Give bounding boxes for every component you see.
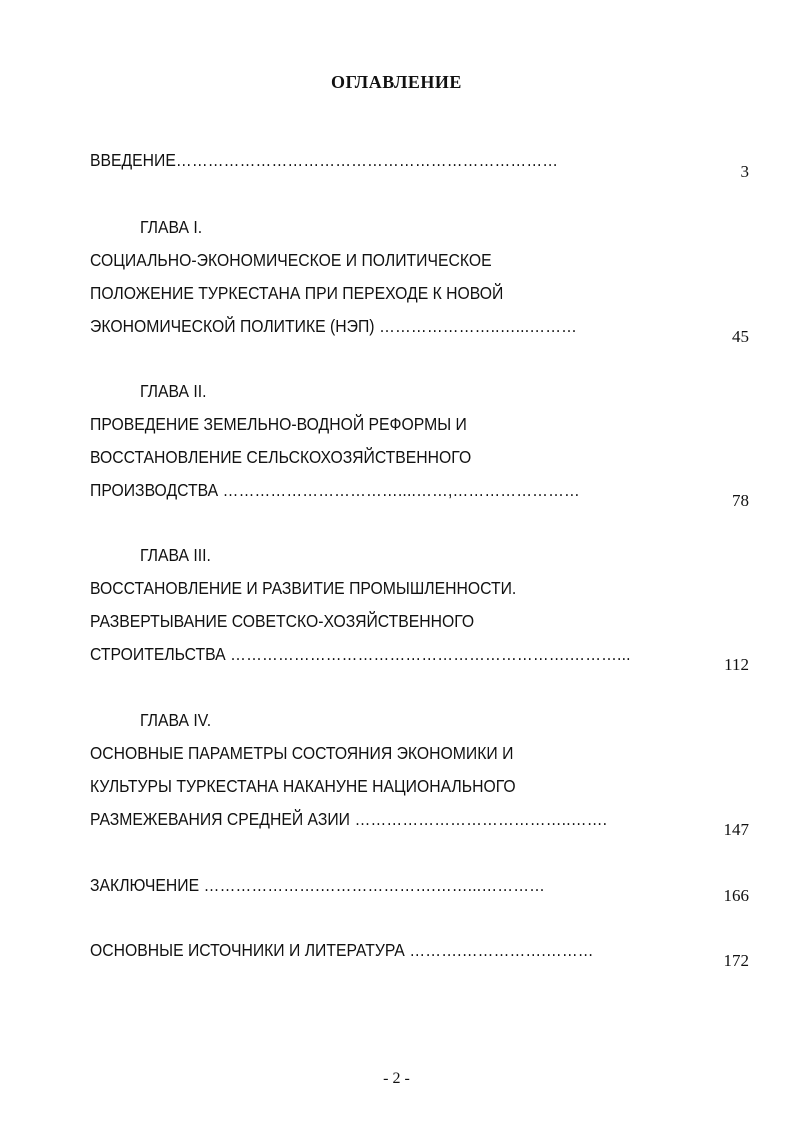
leader-dots: ……….…………….……… <box>404 940 594 960</box>
entry-text: ВОССТАНОВЛЕНИЕ СЕЛЬСКОХОЗЯЙСТВЕННОГО <box>90 447 472 467</box>
entry-text: РАЗВЕРТЫВАНИЕ СОВЕТСКО-ХОЗЯЙСТВЕННОГО <box>90 611 475 631</box>
page-number: 166 <box>723 886 749 905</box>
page-number: 78 <box>732 491 749 510</box>
entry-text: ВВЕДЕНИЕ <box>90 150 176 170</box>
entry-text: СТРОИТЕЛЬСТВА <box>90 644 226 664</box>
leader-dots: …………………………………..……. <box>350 809 608 829</box>
entry-text: СОЦИАЛЬНО-ЭКОНОМИЧЕСКОЕ И ПОЛИТИЧЕСКОЕ <box>90 250 492 270</box>
entry-text: ВОССТАНОВЛЕНИЕ И РАЗВИТИЕ ПРОМЫШЛЕННОСТИ. <box>90 578 517 598</box>
entry-text: ОСНОВНЫЕ ИСТОЧНИКИ И ЛИТЕРАТУРА <box>90 940 405 960</box>
entry-text: ЗАКЛЮЧЕНИЕ <box>90 875 200 895</box>
chapter-label: ГЛАВА I. <box>140 217 203 237</box>
chapter-label: ГЛАВА IV. <box>140 710 212 730</box>
entry-text: ПРОИЗВОДСТВА <box>90 480 219 500</box>
toc-entry-chapter-3 <box>90 644 631 665</box>
entry-text: РАЗМЕЖЕВАНИЯ СРЕДНЕЙ АЗИИ <box>90 809 351 829</box>
entry-text: ПРОВЕДЕНИЕ ЗЕМЕЛЬНО-ВОДНОЙ РЕФОРМЫ И <box>90 414 467 434</box>
leader-dots: ……………………………………………………….………... <box>225 644 631 664</box>
toc-entry-sources <box>90 940 594 961</box>
entry-text: ОСНОВНЫЕ ПАРАМЕТРЫ СОСТОЯНИЯ ЭКОНОМИКИ И <box>90 743 514 763</box>
toc-entry-introduction <box>90 150 558 171</box>
leader-dots: ………………….………………….……...………… <box>199 875 546 895</box>
toc-entry-conclusion <box>90 875 545 896</box>
page-number: 172 <box>723 951 749 970</box>
toc-entry-chapter-2 <box>90 480 580 501</box>
toc-title: ОГЛАВЛЕНИЕ <box>331 72 462 92</box>
entry-text: ЭКОНОМИЧЕСКОЙ ПОЛИТИКЕ (НЭП) <box>90 316 375 336</box>
page-footer-number: - 2 - <box>383 1070 410 1087</box>
page-number: 147 <box>723 820 749 839</box>
page-number: 45 <box>732 327 749 346</box>
toc-entry-chapter-1 <box>90 316 577 337</box>
page-number: 3 <box>740 162 749 181</box>
chapter-label: ГЛАВА III. <box>140 545 211 565</box>
chapter-label: ГЛАВА II. <box>140 381 207 401</box>
leader-dots: …………………..…...……… <box>374 316 578 336</box>
leader-dots: ……………………………....……,…………………… <box>218 480 580 500</box>
entry-text: КУЛЬТУРЫ ТУРКЕСТАНА НАКАНУНЕ НАЦИОНАЛЬНОГО <box>90 776 516 796</box>
page-number: 112 <box>724 655 749 674</box>
toc-entry-chapter-4 <box>90 809 607 830</box>
leader-dots: ……………………………………………………………… <box>175 150 559 170</box>
entry-text: ПОЛОЖЕНИЕ ТУРКЕСТАНА ПРИ ПЕРЕХОДЕ К НОВОЙ <box>90 283 504 303</box>
